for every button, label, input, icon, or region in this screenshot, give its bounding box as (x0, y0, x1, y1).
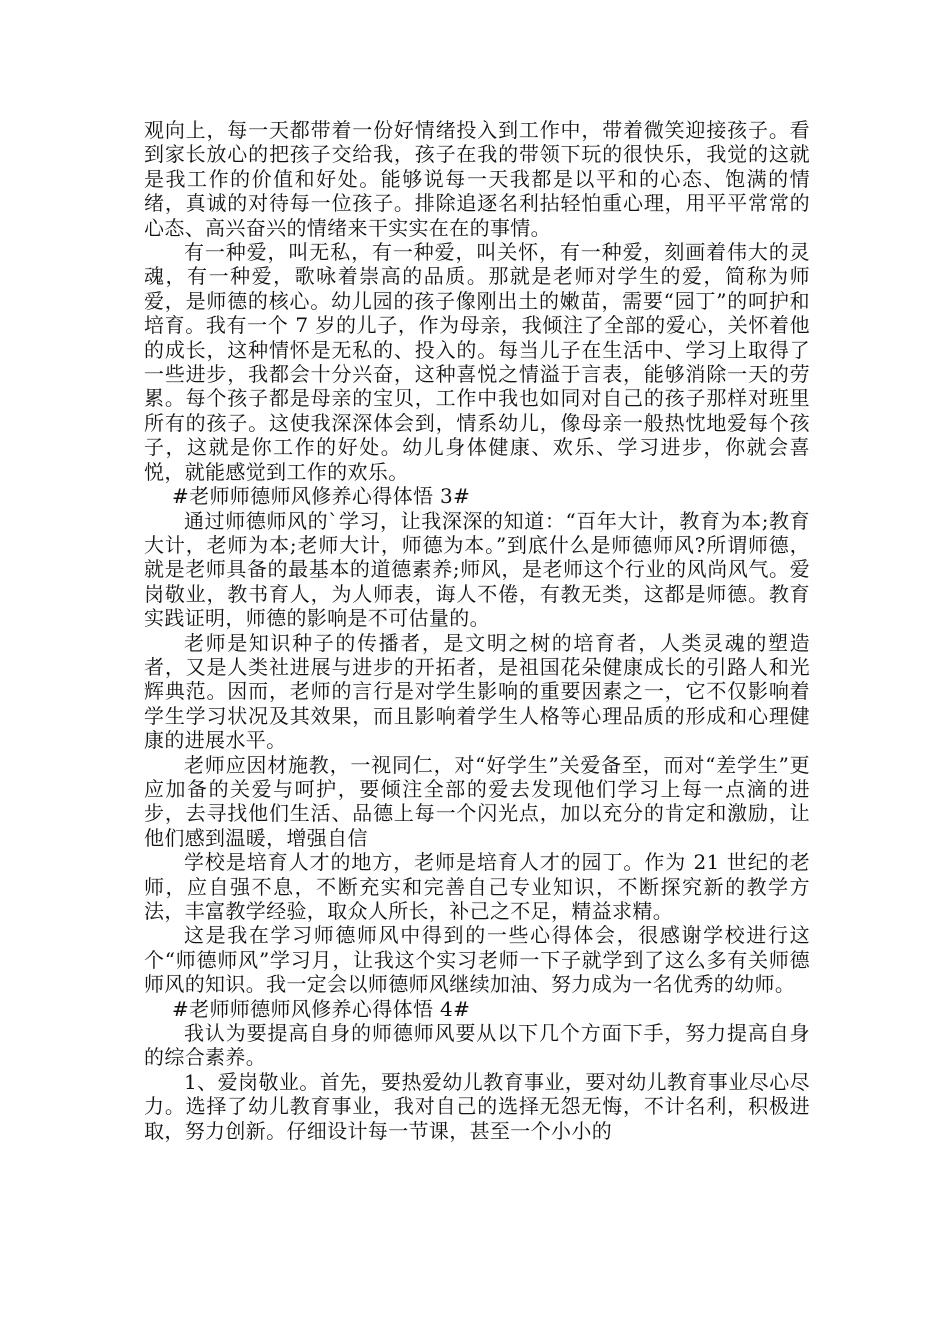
paragraph-teacher-love: 有一种爱，叫无私，有一种爱，叫关怀，有一种爱，刻画着伟大的灵魂，有一种爱，歌咏着崇高的品质。那就是老师对学生的爱，简称为师爱，是师德的核心。幼儿园的孩子像刚出土的嫩苗，需要“园丁”的呵护和培育。我有一个 7 岁的儿子，作为母亲，我倾注了全部的爱心，关怀着他的成长，这种情怀是无私的、投入的。每当儿子在生活中、学习上取得了一些进步，我都会十分兴奋，这种喜悦之情溢于言表，能够消除一天的劳累。每个孩子都是母亲的宝贝，工作中我也如同对自己的孩子那样对班里所有的孩子。这使我深深体会到，情系幼儿，像母亲一般热忱地爱每个孩子，这就是你工作的好处。幼儿身体健康、欢乐、学习进步，你就会喜悦，就能感觉到工作的欢乐。 (144, 240, 810, 484)
paragraph-ethics-study: 通过师德师风的`学习，让我深深的知道：“百年大计，教育为本;教育大计，老师为本;老师大计，师德为本。”到底什么是师德师风?所谓师德，就是老师具备的最基本的道德素养;师风，是老师这个行业的风尚风气。爱岗敬业，教书育人，为人师表，诲人不倦，有教无类，这都是师德。教育实践证明，师德的影响是不可估量的。 (144, 508, 810, 631)
paragraph-gratitude: 这是我在学习师德师风中得到的一些心得体会，很感谢学校进行这个“师德师风”学习月，让我这个实习老师一下子就学到了这么多有关师德师风的知识。我一定会以师德师风继续加油、努力成为一名优秀的幼师。 (144, 923, 810, 997)
section-heading-4: #老师师德师风修养心得体悟 4# (172, 996, 471, 1021)
paragraph-school-training: 学校是培育人才的地方，老师是培育人才的园丁。作为 21 世纪的老师，应自强不息，不断充实和完善自己专业知识，不断探究新的教学方法，丰富教学经验，取众人所长，补己之不足，精益求精。 (144, 850, 810, 923)
paragraph-individual-teaching: 老师应因材施教，一视同仁，对“好学生”关爱备至，而对“差学生”更应加备的关爱与呵护，要倾注全部的爱去发现他们学习上每一点滴的进步，去寻找他们生活、品德上每一个闪光点，加以充分的肯定和激励，让他们感到温暖，增强自信 (144, 752, 810, 850)
paragraph-continuation: 观向上，每一天都带着一份好情绪投入到工作中，带着微笑迎接孩子。看到家长放心的把孩子交给我，孩子在我的带领下玩的很快乐，我觉的这就是我工作的价值和好处。能够说每一天我都是以平和的心态、饱满的情绪，真诚的对待每一位孩子。排除追逐名利拈轻怕重心理，用平平常常的心态、高兴奋兴的情绪来干实实在在的事情。 (144, 118, 810, 240)
paragraph-dedication: 1、爱岗敬业。首先，要热爱幼儿教育事业，要对幼儿教育事业尽心尽力。选择了幼儿教育事业，我对自己的选择无怨无悔，不计名利，积极进取，努力创新。仔细设计每一节课，甚至一个小小的 (144, 1069, 810, 1143)
section-heading-3: #老师师德师风修养心得体悟 3# (172, 484, 471, 509)
document-body (144, 118, 810, 1143)
paragraph-improvement-intro: 我认为要提高自身的师德师风要从以下几个方面下手，努力提高自身的综合素养。 (144, 1021, 810, 1070)
paragraph-knowledge-spreader: 老师是知识种子的传播者，是文明之树的培育者，人类灵魂的塑造者，又是人类社进展与进步的开拓者，是祖国花朵健康成长的引路人和光辉典范。因而，老师的言行是对学生影响的重要因素之一，它不仅影响着学生学习状况及其效果，而且影响着学生人格等心理品质的形成和心理健康的进展水平。 (144, 630, 810, 753)
